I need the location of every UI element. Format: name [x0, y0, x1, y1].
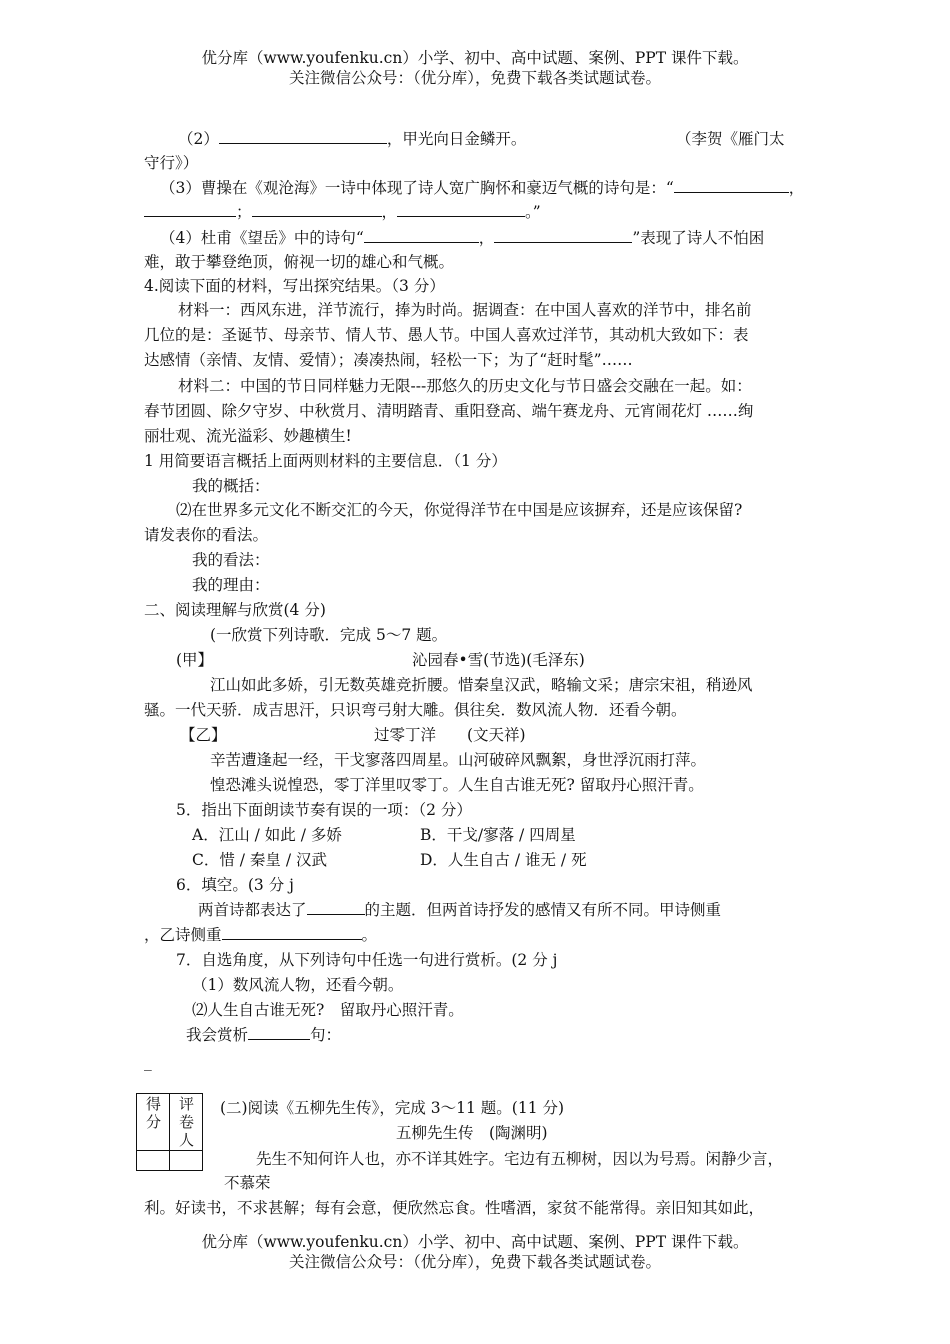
poem-yi-title: 过零丁洋 (文天祥)	[374, 726, 526, 744]
q4-title: 4.阅读下面的材料，写出探究结果。（3 分）	[144, 277, 445, 295]
q6-line2: ，乙诗侧重 。	[144, 926, 378, 944]
q7-line-2: ⑵人生自古谁无死? 留取丹心照汗青。	[192, 1001, 464, 1019]
answer-blank[interactable]	[364, 228, 479, 243]
q4-summary-label: 我的概括：	[192, 477, 270, 495]
q6-line1: 两首诗都表达了 的主题．但两首诗抒发的感情又有所不同。甲诗侧重	[198, 901, 722, 919]
answer-blank[interactable]	[219, 129, 387, 144]
poem-jia-title: 沁园春•雪(节选)(毛泽东)	[412, 651, 585, 669]
part2b-title: (二)阅读《五柳先生传》，完成 3～11 题。(11 分)	[220, 1099, 565, 1117]
answer-blank[interactable]	[248, 1025, 310, 1040]
essay-title: 五柳先生传 (陶渊明)	[396, 1124, 548, 1142]
essay-line-1: 先生不知何许人也，亦不详其姓字。宅边有五柳树，因以为号焉。闲静少言，	[256, 1150, 784, 1168]
q4-sub2-l2: 请发表你的看法。	[144, 526, 269, 544]
answer-blank[interactable]	[674, 178, 789, 193]
score-cell-label: 得分	[137, 1094, 170, 1151]
q5-option-a[interactable]: A．江山 / 如此 / 多娇	[192, 826, 342, 844]
part2-title: 二、阅读理解与欣赏(4 分)	[144, 601, 326, 619]
stray-dash: _	[144, 1053, 152, 1071]
header-line-2: 关注微信公众号：（优分库），免费下载各类试题试卷。	[288, 69, 661, 87]
answer-blank[interactable]	[397, 202, 525, 217]
footer-line-1: 优分库（www.youfenku.cn）小学、初中、高中试题、案例、PPT 课件下载。	[201, 1233, 749, 1251]
header-line-1: 优分库（www.youfenku.cn）小学、初中、高中试题、案例、PPT 课件下载。	[201, 49, 749, 67]
q4-material1-l3: 达感情（亲情、友情、爱情）；凑凑热闹，轻松一下；为了“赶时髦”……	[144, 351, 633, 369]
poem-yi-label: 【乙】	[180, 726, 227, 744]
poem-jia-l2: 骚。一代天骄．成吉思汗，只识弯弓射大雕。俱往矣．数风流人物．还看今朝。	[144, 701, 687, 719]
poem-yi-l2: 惶恐滩头说惶恐，零丁洋里叹零丁。人生自古谁无死? 留取丹心照汗青。	[210, 776, 704, 794]
q4-material2-l3: 丽壮观、流光溢彩、妙趣横生!	[144, 427, 352, 445]
essay-line-3: 利。好读书，不求甚解；每有会意，便欣然忘食。性嗜酒，家贫不能常得。亲旧知其如此，	[144, 1199, 765, 1217]
answer-blank[interactable]	[307, 900, 365, 915]
poem-yi-l1: 辛苦遭逢起一经，干戈寥落四周星。山河破碎风飘絮，身世浮沉雨打萍。	[210, 751, 707, 769]
q4-reason-label: 我的理由：	[192, 576, 270, 594]
q5-prompt: 5．指出下面朗读节奏有误的一项：（2 分）	[176, 801, 472, 819]
essay-line-2: 不慕荣	[224, 1174, 271, 1192]
poem-jia-label: (甲】	[176, 651, 214, 669]
score-table	[136, 1093, 203, 1171]
answer-blank[interactable]	[494, 228, 632, 243]
q4-material2-l2: 春节团圆、除夕守岁、中秋赏月、清明踏青、重阳登高、端午赛龙舟、元宵闹花灯 ……绚	[144, 402, 754, 420]
q4-material2-l1: 材料二：中国的节日同样魅力无限---那悠久的历史文化与节日盛会交融在一起。如：	[178, 377, 752, 395]
q7-line-1: （1）数风流人物，还看今朝。	[192, 976, 404, 994]
q3-item4-line1: （4）杜甫《望岳》中的诗句“ ， ”表现了诗人不怕困	[160, 229, 765, 247]
q3-item4-line2: 难，敢于攀登绝顶，俯视一切的雄心和气概。	[144, 253, 455, 271]
poem-jia-l1: 江山如此多娇，引无数英雄竞折腰。惜秦皇汉武，略输文采；唐宗宋祖，稍逊风	[210, 676, 753, 694]
footer-line-2: 关注微信公众号：（优分库），免费下载各类试题试卷。	[288, 1253, 661, 1271]
q3-item3-line2: ； ， 。”	[144, 202, 541, 222]
q5-option-c[interactable]: C．惜 / 秦皇 / 汉武	[192, 851, 328, 869]
q4-material1-l1: 材料一：西风东进，洋节流行，捧为时尚。据调查：在中国人喜欢的洋节中，排名前	[178, 301, 752, 319]
q5-option-b[interactable]: B．干戈/寥落 / 四周星	[420, 826, 576, 844]
grader-cell-label: 评卷人	[170, 1094, 203, 1151]
part2-intro: (一欣赏下列诗歌．完成 5～7 题。	[210, 626, 448, 644]
q7-answer: 我会赏析 句：	[186, 1026, 342, 1044]
q3-item2-source: （李贺《雁门太	[676, 130, 785, 148]
q3-item2-source-cont: 守行》）	[144, 154, 199, 172]
grader-cell-input[interactable]	[170, 1151, 203, 1171]
q5-option-d[interactable]: D．人生自古 / 谁无 / 死	[420, 851, 587, 869]
q4-sub1: 1 用简要语言概括上面两则材料的主要信息．（1 分）	[144, 452, 507, 470]
q6-prompt: 6．填空。(3 分 j	[176, 876, 294, 894]
score-cell-input[interactable]	[137, 1151, 170, 1171]
answer-blank[interactable]	[252, 202, 382, 217]
q3-item2: （2） ，甲光向日金鳞开。	[178, 130, 527, 148]
q4-material1-l2: 几位的是：圣诞节、母亲节、情人节、愚人节。中国人喜欢过洋节，其动机大致如下：表	[144, 326, 749, 344]
answer-blank[interactable]	[222, 925, 362, 940]
q4-sub2-l1: ⑵在世界多元文化不断交汇的今天，你觉得洋节在中国是应该摒弃，还是应该保留?	[176, 501, 743, 519]
answer-blank[interactable]	[144, 202, 236, 217]
q3-item3-line1: （3）曹操在《观沧海》一诗中体现了诗人宽广胸怀和豪迈气概的诗句是：“ ，	[160, 179, 805, 197]
q4-view-label: 我的看法：	[192, 551, 270, 569]
q7-prompt: 7．自选角度，从下列诗句中任选一句进行赏析。(2 分 j	[176, 951, 558, 969]
